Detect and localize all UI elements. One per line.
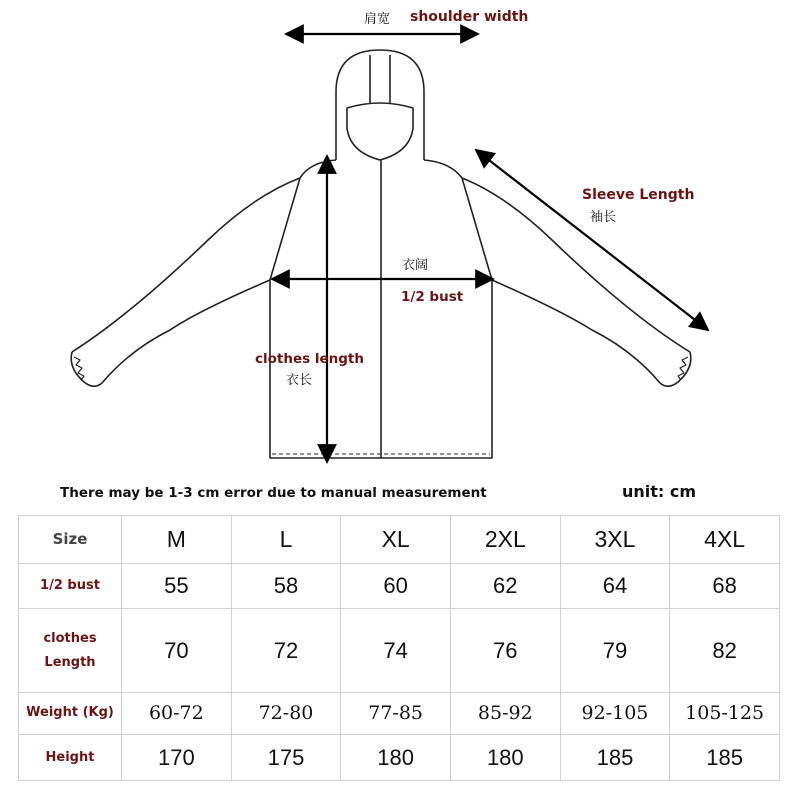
table-cell: 72-80 bbox=[231, 692, 341, 734]
table-cell: 64 bbox=[560, 563, 670, 609]
table-cell: 60-72 bbox=[122, 692, 232, 734]
sleeve-length-label-cn: 袖长 bbox=[590, 210, 617, 225]
table-cell: 68 bbox=[670, 563, 780, 609]
clothes-length-label: clothes length bbox=[255, 351, 364, 367]
size-header-cell: Size bbox=[19, 516, 122, 564]
hood-outline bbox=[336, 50, 424, 160]
sleeve-length-label: Sleeve Length bbox=[582, 187, 695, 203]
unit-label: unit: cm bbox=[622, 482, 697, 501]
table-cell: 92-105 bbox=[560, 692, 670, 734]
table-cell: 76 bbox=[450, 609, 560, 692]
table-cell: 74 bbox=[341, 609, 451, 692]
table-row bbox=[19, 735, 780, 781]
table-cell: 175 bbox=[231, 735, 341, 781]
shoulder-width-label-cn: 肩宽 bbox=[364, 12, 391, 27]
face-opening bbox=[347, 103, 413, 160]
row-label-weight: Weight (Kg) bbox=[19, 692, 122, 734]
clothes-length-label-cn: 衣长 bbox=[286, 373, 313, 388]
table-cell: 70 bbox=[122, 609, 232, 692]
size-cell: 4XL bbox=[670, 516, 780, 564]
size-cell: 2XL bbox=[450, 516, 560, 564]
table-row bbox=[19, 563, 780, 609]
size-cell: 3XL bbox=[560, 516, 670, 564]
row-label-line: clothes bbox=[43, 630, 97, 646]
table-cell: 105-125 bbox=[670, 692, 780, 734]
table-cell: 185 bbox=[560, 735, 670, 781]
table-cell: 58 bbox=[231, 563, 341, 609]
measurement-error-note: There may be 1-3 cm error due to manual measurement bbox=[60, 485, 487, 501]
row-label-height: Height bbox=[19, 735, 122, 781]
table-row bbox=[19, 692, 780, 734]
table-cell: 55 bbox=[122, 563, 232, 609]
left-sleeve-outer bbox=[72, 178, 300, 352]
sleeve-length-arrow bbox=[476, 150, 708, 330]
left-sleeve-inner bbox=[102, 280, 270, 383]
row-label-clothes-length bbox=[19, 609, 122, 692]
table-header-row bbox=[19, 516, 780, 564]
size-cell: L bbox=[231, 516, 341, 564]
table-row bbox=[19, 609, 780, 692]
row-label-bust: 1/2 bust bbox=[19, 563, 122, 609]
table-cell: 77-85 bbox=[341, 692, 451, 734]
table-cell: 79 bbox=[560, 609, 670, 692]
table-cell: 82 bbox=[670, 609, 780, 692]
bust-label: 1/2 bust bbox=[401, 289, 464, 305]
table-cell: 185 bbox=[670, 735, 780, 781]
shoulder-width-label: shoulder width bbox=[410, 9, 529, 25]
table-cell: 180 bbox=[450, 735, 560, 781]
table-cell: 62 bbox=[450, 563, 560, 609]
table-cell: 60 bbox=[341, 563, 451, 609]
right-sleeve-outer bbox=[462, 178, 690, 352]
row-label-line: Length bbox=[44, 654, 96, 670]
size-chart-table bbox=[18, 515, 780, 781]
bust-label-cn: 衣阔 bbox=[402, 258, 429, 273]
table-cell: 85-92 bbox=[450, 692, 560, 734]
size-cell: XL bbox=[341, 516, 451, 564]
right-sleeve-inner bbox=[492, 280, 660, 383]
size-cell: M bbox=[122, 516, 232, 564]
table-cell: 72 bbox=[231, 609, 341, 692]
table-cell: 170 bbox=[122, 735, 232, 781]
table-cell: 180 bbox=[341, 735, 451, 781]
